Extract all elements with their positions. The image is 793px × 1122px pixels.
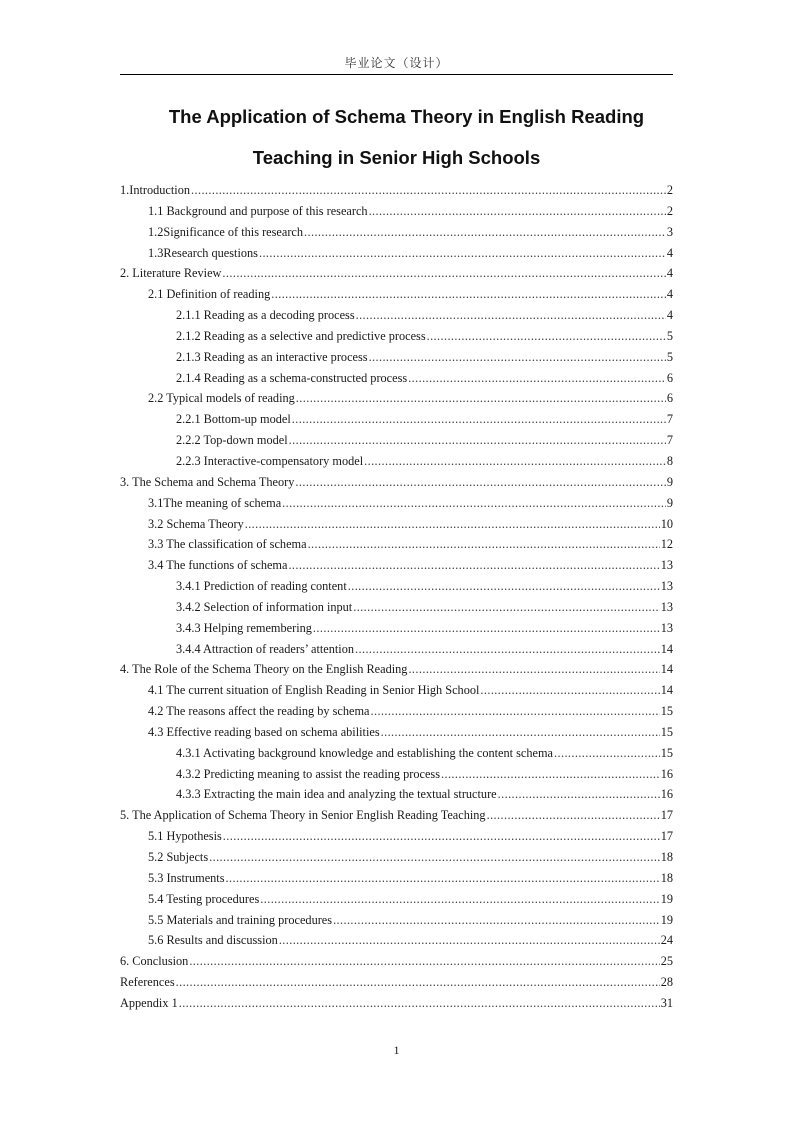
toc-entry[interactable] xyxy=(120,284,673,305)
toc-entry[interactable] xyxy=(120,868,673,889)
toc-entry[interactable] xyxy=(120,930,673,951)
toc-entry[interactable] xyxy=(120,409,673,430)
toc-entry-page: 4 xyxy=(666,245,673,260)
toc-dot-leader xyxy=(480,680,659,701)
toc-entry-page: 4 xyxy=(666,308,673,323)
toc-entry-page: 14 xyxy=(660,662,673,677)
toc-dot-leader xyxy=(296,388,666,409)
toc-entry-title: 3.4.3 Helping remembering xyxy=(176,620,312,635)
toc-dot-leader xyxy=(355,639,660,660)
toc-entry-page: 24 xyxy=(660,933,673,948)
toc-dot-leader xyxy=(353,597,659,618)
toc-entry[interactable] xyxy=(120,347,673,368)
toc-entry-page: 17 xyxy=(660,829,673,844)
toc-dot-leader xyxy=(260,889,659,910)
toc-entry[interactable] xyxy=(120,993,673,1014)
toc-entry-page: 13 xyxy=(660,558,673,573)
toc-entry-page: 16 xyxy=(660,766,673,781)
toc-dot-leader xyxy=(259,243,666,264)
toc-entry-title: 2.1.4 Reading as a schema-constructed process xyxy=(176,370,408,385)
toc-entry-page: 8 xyxy=(666,453,673,468)
toc-entry-title: 1.1 Background and purpose of this research xyxy=(148,203,368,218)
toc-entry-title: 2.2.2 Top-down model xyxy=(176,433,288,448)
toc-entry-title: 3.4.4 Attraction of readers’ attention xyxy=(176,641,355,656)
toc-entry[interactable] xyxy=(120,305,673,326)
toc-entry-page: 25 xyxy=(660,954,673,969)
toc-entry-title: 3.1The meaning of schema xyxy=(148,495,282,510)
toc-entry-page: 6 xyxy=(666,370,673,385)
toc-dot-leader xyxy=(289,430,666,451)
toc-entry[interactable] xyxy=(120,263,673,284)
toc-entry[interactable] xyxy=(120,555,673,576)
toc-entry-title: 3.4.1 Prediction of reading content xyxy=(176,579,347,594)
toc-entry[interactable] xyxy=(120,618,673,639)
toc-entry-title: References xyxy=(120,975,175,990)
toc-dot-leader xyxy=(176,972,660,993)
toc-entry[interactable] xyxy=(120,639,673,660)
toc-entry[interactable] xyxy=(120,972,673,993)
toc-entry[interactable] xyxy=(120,368,673,389)
toc-entry-title: 5.5 Materials and training procedures xyxy=(148,912,333,927)
toc-entry[interactable] xyxy=(120,722,673,743)
toc-entry[interactable] xyxy=(120,472,673,493)
toc-entry[interactable] xyxy=(120,805,673,826)
toc-entry-page: 15 xyxy=(660,704,673,719)
toc-dot-leader xyxy=(209,847,660,868)
toc-entry-title: 5.3 Instruments xyxy=(148,870,225,885)
toc-entry-page: 6 xyxy=(666,391,673,406)
toc-entry[interactable] xyxy=(120,659,673,680)
toc-entry-page: 14 xyxy=(660,683,673,698)
toc-entry[interactable] xyxy=(120,326,673,347)
toc-entry-page: 4 xyxy=(666,287,673,302)
toc-entry-page: 14 xyxy=(660,641,673,656)
toc-entry-page: 13 xyxy=(660,579,673,594)
toc-entry[interactable] xyxy=(120,534,673,555)
toc-dot-leader xyxy=(369,201,666,222)
toc-entry-title: 3.3 The classification of schema xyxy=(148,537,307,552)
toc-dot-leader xyxy=(369,347,666,368)
toc-entry-title: 5. The Application of Schema Theory in Senior English Reading Teaching xyxy=(120,808,486,823)
toc-entry-title: 2.1.1 Reading as a decoding process xyxy=(176,308,355,323)
toc-entry[interactable] xyxy=(120,576,673,597)
toc-entry-page: 18 xyxy=(660,870,673,885)
toc-entry[interactable] xyxy=(120,910,673,931)
toc-entry-page: 5 xyxy=(666,328,673,343)
toc-entry-title: 4.3 Effective reading based on schema abilities xyxy=(148,724,380,739)
toc-entry-page: 7 xyxy=(666,412,673,427)
toc-entry-title: 4.3.1 Activating background knowledge and establishing the content schema xyxy=(176,745,554,760)
toc-dot-leader xyxy=(498,784,660,805)
toc-entry-page: 17 xyxy=(660,808,673,823)
toc-entry-title: 2. Literature Review xyxy=(120,266,222,281)
toc-dot-leader xyxy=(295,472,665,493)
toc-entry-page: 15 xyxy=(660,745,673,760)
toc-dot-leader xyxy=(356,305,666,326)
toc-entry-page: 18 xyxy=(660,850,673,864)
toc-entry-title: 3.2 Schema Theory xyxy=(148,516,244,531)
toc-entry-title: 4. The Role of the Schema Theory on the English Reading xyxy=(120,662,408,677)
toc-entry-page: 2 xyxy=(666,203,673,218)
toc-entry-page: 31 xyxy=(660,995,673,1010)
toc-entry-page: 9 xyxy=(666,474,673,489)
toc-entry-title: 5.1 Hypothesis xyxy=(148,829,222,844)
toc-entry-title: Appendix 1 xyxy=(120,995,178,1010)
toc-entry[interactable] xyxy=(120,493,673,514)
toc-entry-title: 1.3Research questions xyxy=(148,245,258,260)
toc-entry[interactable] xyxy=(120,701,673,722)
toc-dot-leader xyxy=(292,409,666,430)
toc-entry-page: 5 xyxy=(666,349,673,364)
header-rule xyxy=(120,74,673,75)
toc-dot-leader xyxy=(371,701,660,722)
toc-entry[interactable] xyxy=(120,388,673,409)
toc-dot-leader xyxy=(364,451,666,472)
toc-dot-leader xyxy=(191,180,666,201)
toc-dot-leader xyxy=(313,618,660,639)
toc-entry-title: 2.2.1 Bottom-up model xyxy=(176,412,291,427)
toc-entry[interactable] xyxy=(120,847,673,868)
document-title-line-1: The Application of Schema Theory in English Reading xyxy=(168,106,645,127)
toc-entry-page: 3 xyxy=(666,224,673,239)
toc-entry-title: 4.2 The reasons affect the reading by schema xyxy=(148,704,370,719)
toc-entry[interactable] xyxy=(120,784,673,805)
toc-entry-page: 28 xyxy=(660,975,673,990)
toc-entry-title: 5.4 Testing procedures xyxy=(148,891,260,906)
toc-entry-page: 13 xyxy=(660,599,673,614)
toc-entry-title: 5.2 Subjects xyxy=(148,850,209,864)
toc-entry-page: 13 xyxy=(660,620,673,635)
toc-dot-leader xyxy=(245,514,660,535)
toc-dot-leader xyxy=(427,326,666,347)
toc-entry-title: 2.1 Definition of reading xyxy=(148,287,271,302)
toc-entry-title: 1.2Significance of this research xyxy=(148,224,304,239)
toc-entry-title: 6. Conclusion xyxy=(120,954,189,969)
document-title-line-2: Teaching in Senior High Schools xyxy=(252,147,541,168)
toc-entry-title: 5.6 Results and discussion xyxy=(148,933,278,948)
toc-dot-leader xyxy=(308,534,660,555)
toc-dot-leader xyxy=(222,263,665,284)
toc-dot-leader xyxy=(408,368,666,389)
table-of-contents xyxy=(120,180,673,1014)
toc-entry-title: 2.1.3 Reading as an interactive process xyxy=(176,349,368,364)
toc-entry-page: 12 xyxy=(660,537,673,552)
toc-entry-page: 9 xyxy=(666,495,673,510)
toc-dot-leader xyxy=(408,659,659,680)
toc-entry-title: 3.4.2 Selection of information input xyxy=(176,599,353,614)
page-number: 1 xyxy=(393,1043,400,1057)
toc-entry[interactable] xyxy=(120,180,673,201)
toc-entry[interactable] xyxy=(120,743,673,764)
toc-dot-leader xyxy=(189,951,659,972)
toc-entry[interactable] xyxy=(120,889,673,910)
toc-entry-page: 10 xyxy=(660,516,673,531)
toc-entry-title: 4.3.3 Extracting the main idea and analyzing the textual structure xyxy=(176,787,497,802)
toc-entry[interactable] xyxy=(120,201,673,222)
toc-entry[interactable] xyxy=(120,597,673,618)
toc-entry[interactable] xyxy=(120,430,673,451)
toc-entry[interactable] xyxy=(120,680,673,701)
toc-dot-leader xyxy=(554,743,660,764)
toc-dot-leader xyxy=(381,722,660,743)
toc-dot-leader xyxy=(226,868,660,889)
toc-entry[interactable] xyxy=(120,243,673,264)
toc-dot-leader xyxy=(223,826,660,847)
toc-entry-title: 2.1.2 Reading as a selective and predictive process xyxy=(176,328,426,343)
toc-dot-leader xyxy=(348,576,660,597)
toc-dot-leader xyxy=(279,930,660,951)
toc-entry[interactable] xyxy=(120,451,673,472)
toc-dot-leader xyxy=(333,910,660,931)
toc-entry-page: 16 xyxy=(660,787,673,802)
toc-entry[interactable] xyxy=(120,826,673,847)
toc-dot-leader xyxy=(487,805,660,826)
toc-dot-leader xyxy=(179,993,660,1014)
toc-entry-title: 4.1 The current situation of English Reading in Senior High School xyxy=(148,683,480,698)
toc-entry-page: 19 xyxy=(660,912,673,927)
toc-entry-page: 19 xyxy=(660,891,673,906)
toc-dot-leader xyxy=(441,764,660,785)
toc-dot-leader xyxy=(282,493,666,514)
toc-entry[interactable] xyxy=(120,514,673,535)
toc-entry-page: 7 xyxy=(666,433,673,448)
toc-entry-page: 4 xyxy=(666,266,673,281)
toc-entry-title: 2.2.3 Interactive-compensatory model xyxy=(176,453,364,468)
toc-entry-title: 3.4 The functions of schema xyxy=(148,558,288,573)
toc-entry[interactable] xyxy=(120,951,673,972)
page-header: 毕业论文（设计） xyxy=(344,56,449,70)
toc-entry-page: 15 xyxy=(660,724,673,739)
toc-entry[interactable] xyxy=(120,764,673,785)
toc-dot-leader xyxy=(271,284,666,305)
toc-dot-leader xyxy=(304,222,666,243)
toc-entry-page: 2 xyxy=(666,183,673,197)
toc-entry-title: 3. The Schema and Schema Theory xyxy=(120,474,295,489)
toc-entry-title: 4.3.2 Predicting meaning to assist the reading process xyxy=(176,766,440,781)
toc-entry-title: 1.Introduction xyxy=(120,183,191,197)
toc-entry-title: 2.2 Typical models of reading xyxy=(148,391,295,406)
toc-entry[interactable] xyxy=(120,222,673,243)
toc-dot-leader xyxy=(288,555,659,576)
